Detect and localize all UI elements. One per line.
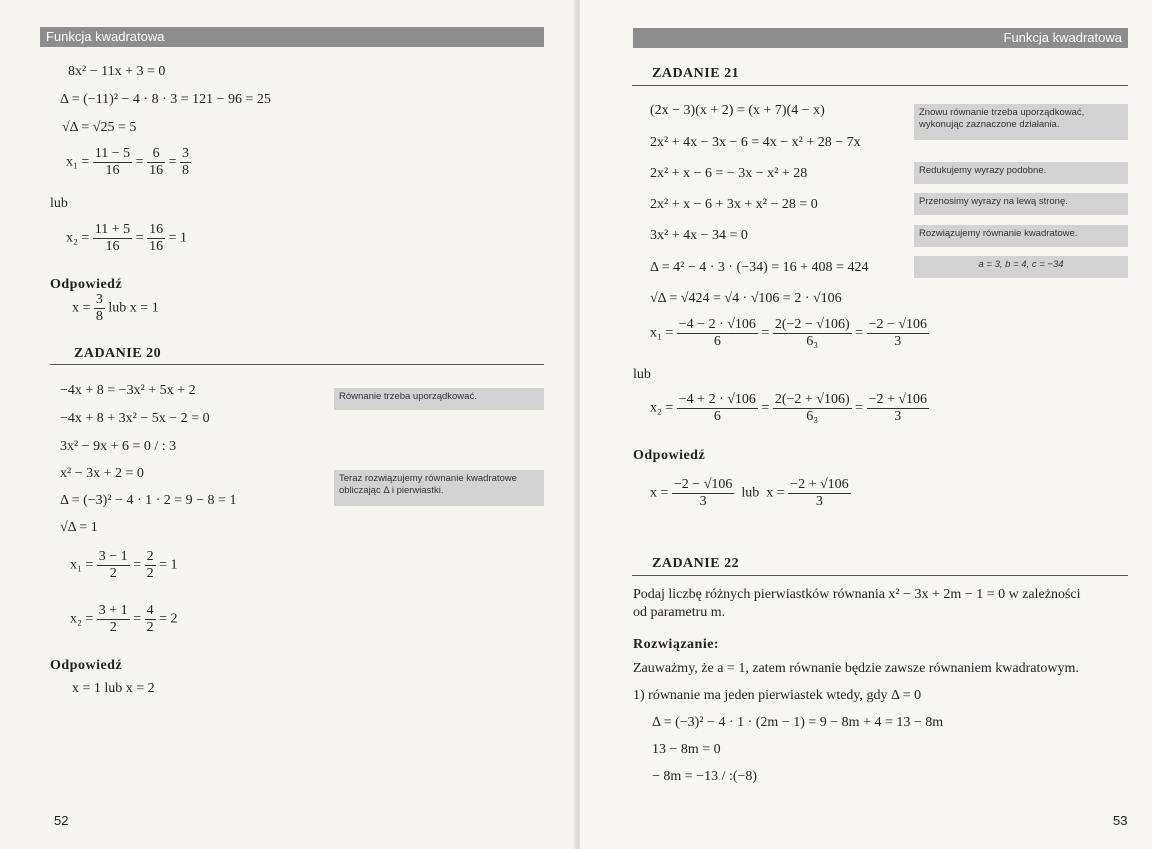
t21-line-4: 2x² + x − 6 + 3x + x² − 28 = 0	[650, 197, 818, 212]
eq-x1: x₁ = $\frac{11 - 5}{16}$ = $\frac{6}{16}$ = $\frac{3}{8}$	[66, 146, 189, 178]
t20-x2-fraction-1	[97, 603, 130, 636]
t20-x1-result: = 1	[159, 557, 178, 573]
t20-x2: x₂ = $\frac{3 + 1}{2}$ = $\frac{4}{2}$ = 2	[70, 603, 178, 635]
t21-x2-den: 6	[713, 409, 721, 424]
t21-line-5: 3x² + 4x − 34 = 0	[650, 228, 748, 243]
t21-line-7: √Δ = √424 = √4 · √106 = 2 · √106	[650, 291, 842, 306]
t21-line-6: Δ = 4² − 4 · 3 · (−34) = 16 + 408 = 424	[650, 260, 869, 275]
t21-x1-den-3: 3	[894, 334, 902, 349]
t20-x1-label: x₁ =	[70, 557, 94, 573]
answer-21	[650, 477, 851, 510]
answer-heading-20: Odpowiedź	[50, 658, 123, 673]
t20-x2-num: 3 + 1	[98, 603, 128, 618]
answer-1-post: lub x = 1	[108, 300, 159, 316]
task-22-divider	[632, 575, 1128, 576]
x1-fraction-2	[147, 146, 165, 179]
t20-x1-num: 3 − 1	[98, 549, 128, 564]
x2-num: 11 + 5	[94, 222, 131, 237]
t20-x1-fraction-2	[145, 549, 156, 582]
answer-21-pre-1: x =	[650, 485, 669, 501]
eq-delta: Δ = (−11)² − 4 · 8 · 3 = 121 − 96 = 25	[60, 92, 271, 107]
task-22-title: ZADANIE 22	[652, 556, 740, 571]
t22-s3: Δ = (−3)² − 4 · 1 · (2m − 1) = 9 − 8m + 4 = 13 − 8m	[652, 715, 944, 730]
t21-x1: x₁ = $\frac{-4 - 2 \cdot √106}{6}$ = $\frac{2(-2 - √106)}{\text{6₃}}$ = $\frac{-2 - √106}{3}$	[650, 317, 928, 349]
task-20-divider	[50, 364, 544, 365]
t22-text-2: od parametru m.	[633, 605, 726, 620]
x1-num-2: 6	[147, 146, 165, 163]
t22-solution-heading: Rozwiązanie:	[633, 637, 720, 652]
task-21-divider	[632, 85, 1128, 86]
t20-x1-den: 2	[109, 566, 117, 581]
x2-result: = 1	[168, 230, 187, 246]
t21-x2-num-2: 2(−2 + √106)	[774, 392, 850, 407]
right-page	[580, 0, 1152, 849]
eq-line-1: 8x² − 11x + 3 = 0	[68, 64, 166, 79]
t21-x2-fraction-3	[867, 392, 929, 425]
t20-line-1: −4x + 8 = −3x² + 5x + 2	[60, 383, 196, 398]
x2-num-2: 16	[149, 222, 164, 237]
x2-fraction-2	[147, 222, 165, 255]
t21-x1-num-3: −2 − √106	[868, 317, 928, 332]
t21-note-4: Rozwiązujemy równanie kwadratowe.	[914, 225, 1128, 247]
answer-1-den: 8	[95, 309, 103, 324]
x1-fraction-3	[180, 146, 191, 179]
t21-note-5: a = 3, b = 4, c = −34	[914, 256, 1128, 278]
t21-x1-den: 6	[713, 334, 721, 349]
t20-x2-fraction-2	[145, 603, 156, 636]
t21-note-1: Znowu równanie trzeba uporządkować, wykonując zaznaczone działania.	[914, 104, 1128, 140]
t21-lub: lub	[633, 367, 651, 382]
right-header-band	[633, 28, 1128, 48]
x1-den-3: 8	[181, 163, 189, 178]
t21-x2-label: x₂ =	[650, 400, 674, 416]
x2-den-2: 16	[149, 239, 164, 254]
x1-den: 16	[105, 163, 120, 178]
t20-x2-result: = 2	[159, 611, 178, 627]
answer-21-fraction-1	[672, 477, 734, 510]
t21-x1-den-2: 6₃	[806, 334, 819, 349]
answer-20: x = 1 lub x = 2	[72, 681, 155, 696]
answer-heading-21: Odpowiedź	[633, 448, 706, 463]
t20-x1-den-2: 2	[146, 566, 154, 581]
page-number-left: 52	[54, 813, 69, 828]
t21-x1-fraction-1	[677, 317, 758, 350]
t22-s4: 13 − 8m = 0	[652, 742, 721, 757]
t21-line-1: (2x − 3)(x + 2) = (x + 7)(4 − x)	[650, 103, 825, 118]
lub-label: lub	[50, 196, 68, 211]
x2-fraction-1	[93, 222, 132, 255]
t20-x1: x₁ = $\frac{3 - 1}{2}$ = $\frac{2}{2}$ = 1	[70, 549, 178, 581]
answer-21-num-1: −2 − √106	[673, 477, 733, 492]
answer-21-den-1: 3	[699, 494, 707, 509]
x1-num-3: 3	[181, 146, 189, 161]
t20-line-4: x² − 3x + 2 = 0	[60, 466, 144, 481]
left-header-title: Funkcja kwadratowa	[46, 29, 165, 44]
t21-note-3: Przenosimy wyrazy na lewą stronę.	[914, 193, 1128, 215]
t21-line-2: 2x² + 4x − 3x − 6 = 4x − x² + 28 − 7x	[650, 135, 861, 150]
answer-1-pre: x =	[72, 300, 91, 316]
t21-x1-num: −4 − 2 · √106	[678, 317, 756, 332]
t20-note-2: Teraz rozwiązujemy równanie kwadratowe obliczając Δ i pierwiastki.	[334, 470, 544, 506]
answer-21-num-2: −2 + √106	[790, 477, 849, 492]
x2-den: 16	[105, 239, 120, 254]
t21-x2-num: −4 + 2 · √106	[678, 392, 756, 407]
t21-note-2: Redukujemy wyrazy podobne.	[914, 162, 1128, 184]
t20-x2-label: x₂ =	[70, 611, 94, 627]
t20-note-1: Równanie trzeba uporządkować.	[334, 388, 544, 410]
left-header-band	[40, 27, 544, 47]
t20-x2-den: 2	[109, 620, 117, 635]
x2-label: x₂ =	[66, 230, 90, 246]
t21-x1-num-2: 2(−2 − √106)	[774, 317, 850, 332]
t22-s5: − 8m = −13 / :(−8)	[652, 769, 758, 784]
t20-line-5: Δ = (−3)² − 4 · 1 · 2 = 9 − 8 = 1	[60, 493, 237, 508]
t21-x2-fraction-1	[677, 392, 758, 425]
right-header-title: Funkcja kwadratowa	[1003, 30, 1122, 45]
t21-x1-fraction-2	[773, 317, 852, 350]
answer-21-den-2: 3	[815, 494, 823, 509]
t21-x2: x₂ = $\frac{-4 + 2 \cdot √106}{6}$ = $\frac{2(-2 + √106)}{\text{6₃}}$ = $\frac{-2 + √106}{3}$	[650, 392, 928, 424]
task-20-title: ZADANIE 20	[74, 346, 162, 361]
page-number-right: 53	[1113, 813, 1128, 828]
t20-x2-num-2: 4	[146, 603, 154, 618]
x1-label: x₁ =	[66, 154, 90, 170]
answer-21-pre-2: x =	[766, 485, 785, 501]
answer-heading-1: Odpowiedź	[50, 277, 123, 292]
t22-text-1: Podaj liczbę różnych pierwiastków równania x² − 3x + 2m − 1 = 0 w zależności	[633, 587, 1081, 602]
t22-s2: 1) równanie ma jeden pierwiastek wtedy, gdy Δ = 0	[633, 688, 922, 703]
eq-x2: x₂ = $\frac{11 + 5}{16}$ = $\frac{16}{16}$ = 1	[66, 222, 187, 254]
t21-x2-den-2: 6₃	[806, 409, 819, 424]
answer-1-num: 3	[95, 292, 103, 307]
answer-21-fraction-2	[788, 477, 850, 510]
t21-x2-den-3: 3	[894, 409, 902, 424]
eq-sqrt-delta: √Δ = √25 = 5	[62, 120, 137, 135]
t20-x2-den-2: 2	[146, 620, 154, 635]
t20-line-3: 3x² − 9x + 6 = 0 / : 3	[60, 439, 177, 454]
t22-s1: Zauważmy, że a = 1, zatem równanie będzie zawsze równaniem kwadratowym.	[633, 661, 1079, 676]
answer-1	[72, 292, 159, 325]
t21-x2-num-3: −2 + √106	[868, 392, 928, 407]
t20-line-6: √Δ = 1	[60, 520, 98, 535]
t20-x1-fraction-1	[97, 549, 130, 582]
t21-x1-label: x₁ =	[650, 325, 674, 341]
t21-x1-fraction-3	[867, 317, 929, 350]
x1-fraction-1	[93, 146, 132, 179]
answer-1-fraction	[94, 292, 105, 325]
task-21-title: ZADANIE 21	[652, 66, 740, 81]
x1-num: 11 − 5	[94, 146, 131, 161]
t20-x1-num-2: 2	[146, 549, 154, 564]
t20-line-2: −4x + 8 + 3x² − 5x − 2 = 0	[60, 411, 210, 426]
x1-den-2: 16	[149, 163, 164, 178]
answer-21-lub: lub	[741, 485, 760, 501]
t21-line-3: 2x² + x − 6 = − 3x − x² + 28	[650, 166, 808, 181]
t21-x2-fraction-2	[773, 392, 852, 425]
